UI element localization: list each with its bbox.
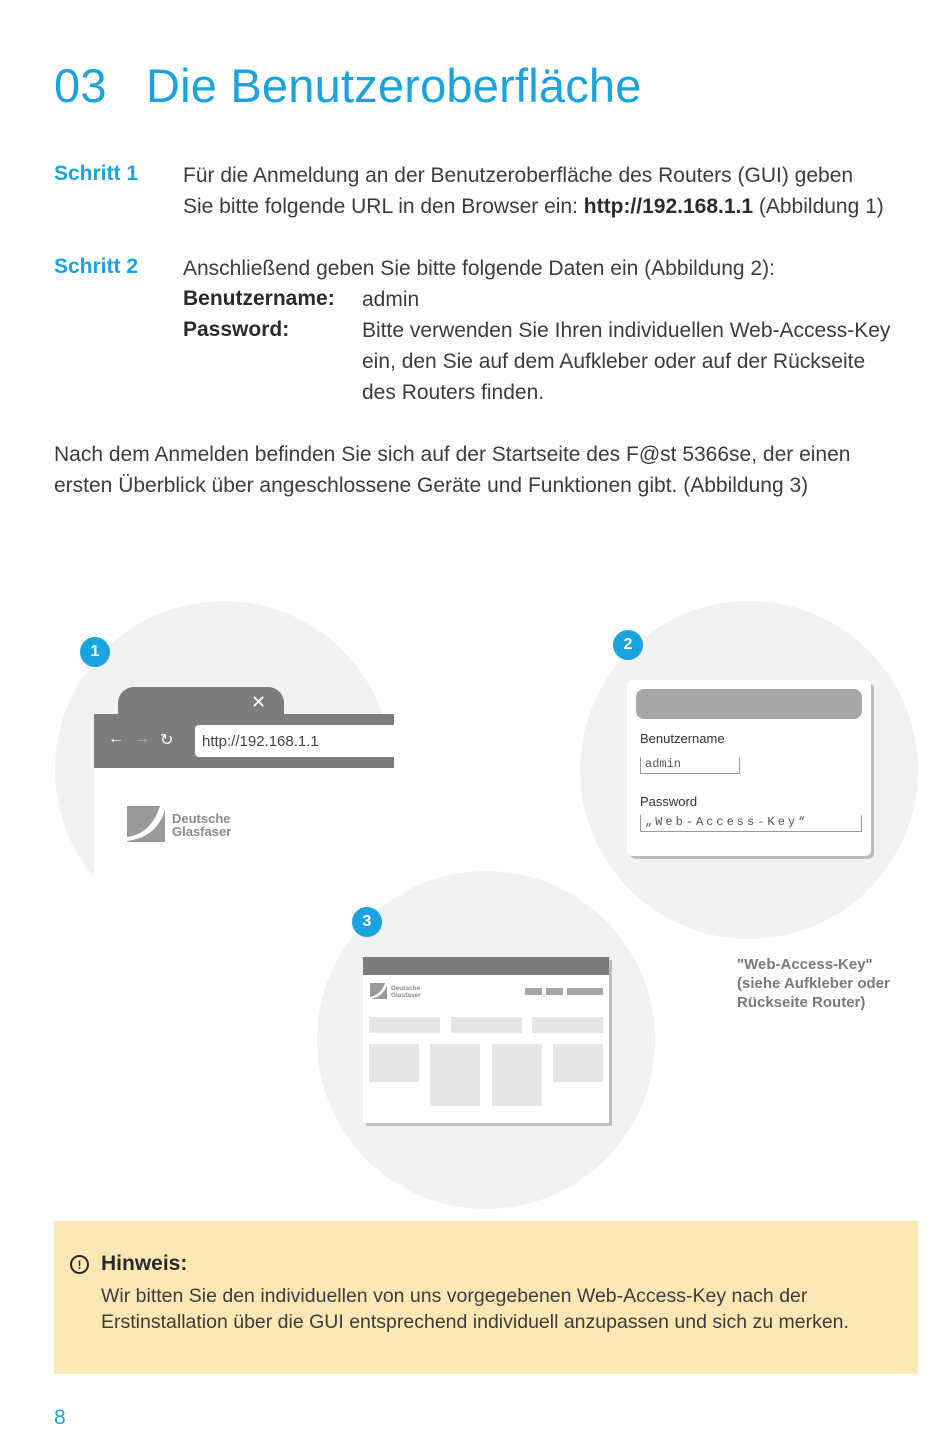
deutsche-glasfaser-logo-icon xyxy=(127,806,165,842)
browser-content xyxy=(94,768,394,948)
page-number: 8 xyxy=(54,1406,66,1429)
chapter-title: Die Benutzeroberfläche xyxy=(146,59,642,112)
step-1-text xyxy=(183,160,884,222)
dashboard-menu-item xyxy=(546,988,563,995)
dashboard-tab xyxy=(369,1017,440,1033)
dashboard-tile xyxy=(492,1044,542,1106)
password-field: „Web-Access-Key“ xyxy=(640,815,862,832)
password-line1: Bitte verwenden Sie Ihren individuellen Web-Access-Key xyxy=(362,319,891,342)
back-arrow-icon: ← xyxy=(108,730,124,747)
password-label: Password xyxy=(640,794,698,809)
dashboard-brand xyxy=(391,985,421,999)
forward-arrow-icon: → xyxy=(134,730,150,747)
info-exclamation-icon: ! xyxy=(70,1255,89,1274)
step-1-line1: Für die Anmeldung an der Benutzeroberfläche des Routers (GUI) geben xyxy=(183,164,854,187)
brand-name xyxy=(172,812,231,838)
web-access-key-caption xyxy=(737,955,890,1012)
page-title xyxy=(54,58,642,113)
note-line1: Wir bitten Sie den individuellen von uns vorgegebenen Web-Access-Key nach der xyxy=(101,1285,808,1307)
step-1-label: Schritt 1 xyxy=(54,162,139,185)
login-card-header xyxy=(636,689,862,719)
after-login-line2: ersten Überblick über angeschlossene Geräte und Funktionen gibt. (Abbildung 3) xyxy=(54,474,809,497)
username-value: admin xyxy=(362,288,420,311)
password-value xyxy=(362,315,890,408)
dashboard-menu-item xyxy=(525,988,542,995)
dashboard-tile xyxy=(369,1044,419,1082)
figure-3-badge: 3 xyxy=(352,907,382,937)
dashboard-window xyxy=(363,957,609,1123)
address-bar: http://192.168.1.1 xyxy=(195,725,395,757)
password-key: Password: xyxy=(183,318,290,341)
after-login-text xyxy=(54,439,850,501)
chapter-number: 03 xyxy=(54,59,107,112)
caption-line1: "Web-Access-Key" xyxy=(737,956,873,973)
step-1-line2-pre: Sie bitte folgende URL in den Browser ein: xyxy=(183,195,584,218)
dashboard-brand-line2: Glasfaser xyxy=(391,992,421,999)
step-2-label: Schritt 2 xyxy=(54,255,139,278)
caption-line2: (siehe Aufkleber oder xyxy=(737,975,890,992)
username-key: Benutzername: xyxy=(183,287,335,310)
username-field: admin xyxy=(640,757,740,774)
note-title: Hinweis: xyxy=(101,1252,188,1275)
username-label: Benutzername xyxy=(640,731,725,746)
step-2-intro: Anschließend geben Sie bitte folgende Daten ein (Abbildung 2): xyxy=(183,257,775,280)
router-url: http://192.168.1.1 xyxy=(583,195,754,218)
password-line2: ein, den Sie auf dem Aufkleber oder auf der Rückseite xyxy=(362,350,866,373)
brand-line2: Glasfaser xyxy=(172,824,232,839)
password-line3: des Routers finden. xyxy=(362,381,545,404)
after-login-line1: Nach dem Anmelden befinden Sie sich auf der Startseite des F@st 5366se, der einen xyxy=(54,443,851,466)
dashboard-tab xyxy=(532,1017,603,1033)
dashboard-header xyxy=(363,957,609,975)
figure-1-badge: 1 xyxy=(80,637,110,667)
dashboard-brand-line1: Deutsche xyxy=(391,985,421,992)
dashboard-logo-icon xyxy=(370,983,387,999)
dashboard-tile xyxy=(430,1044,480,1106)
close-icon: ✕ xyxy=(251,692,267,712)
dashboard-menu-item xyxy=(567,988,603,995)
note-text xyxy=(101,1283,901,1335)
dashboard-tab xyxy=(451,1017,522,1033)
note-line2: Erstinstallation über die GUI entsprechend individuell anzupassen und sich zu merken. xyxy=(101,1311,849,1333)
brand-line1: Deutsche xyxy=(172,811,231,826)
caption-line3: Rückseite Router) xyxy=(737,994,866,1011)
figure-2-badge: 2 xyxy=(613,630,643,660)
step-1-line2-post: (Abbildung 1) xyxy=(753,195,884,218)
dashboard-tile xyxy=(553,1044,603,1082)
reload-icon: ↻ xyxy=(160,732,174,749)
